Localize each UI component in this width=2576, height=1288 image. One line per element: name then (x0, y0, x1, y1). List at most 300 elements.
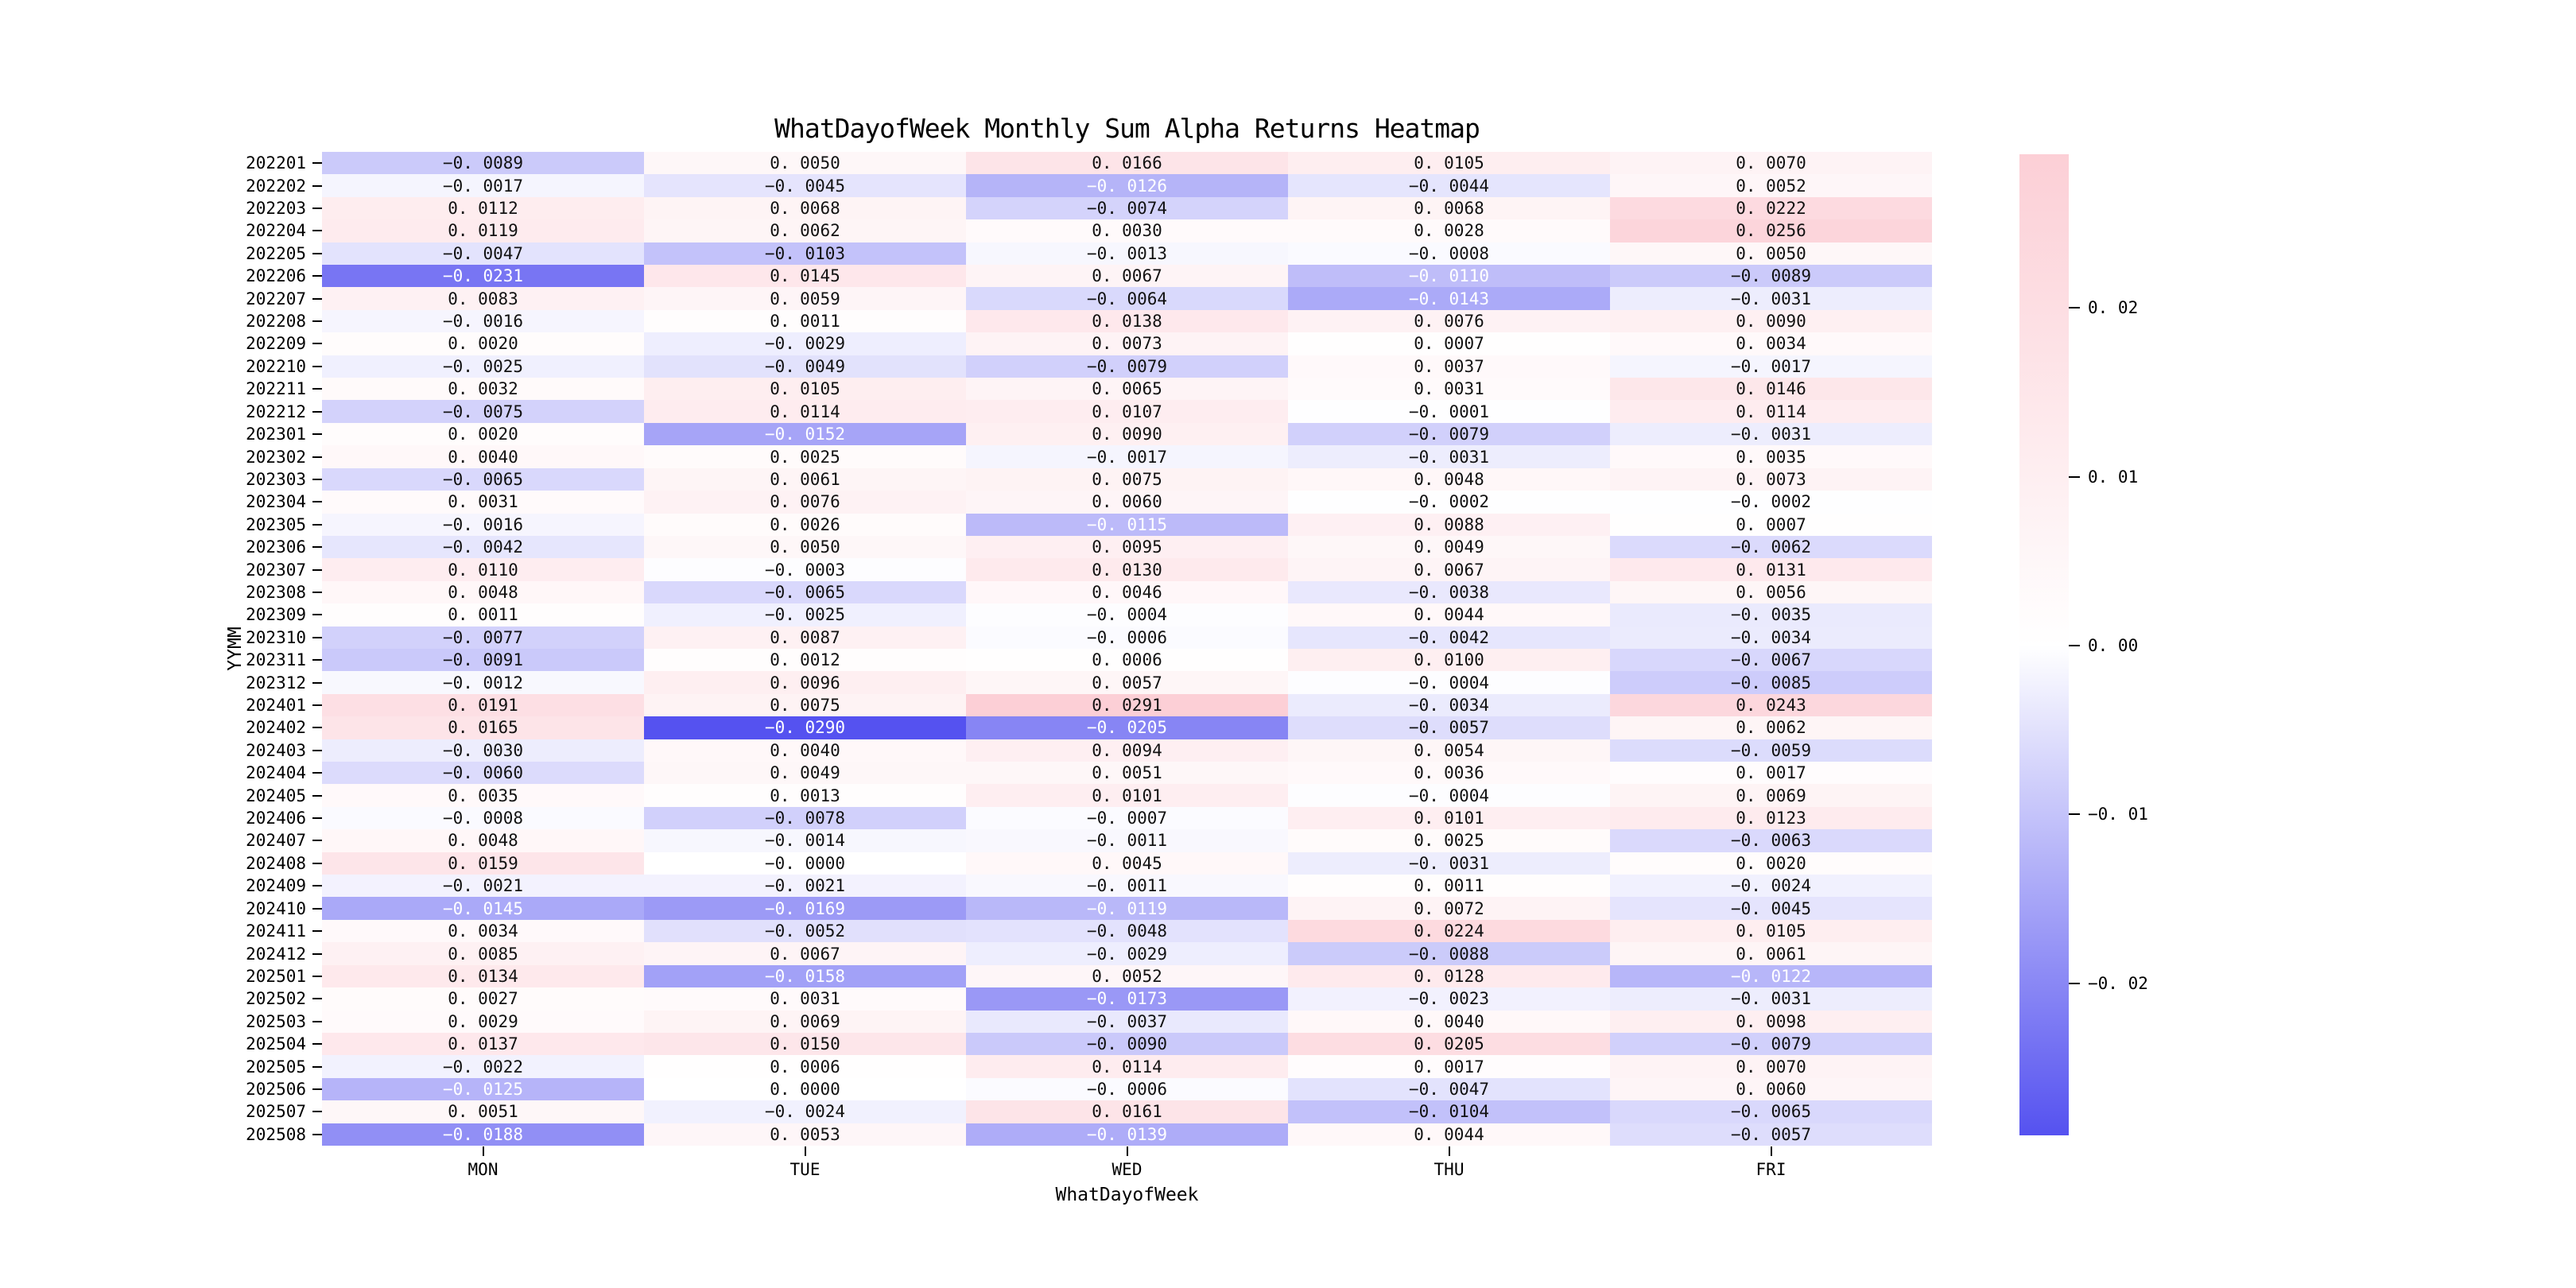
y-tick-label: 202501 (0, 965, 322, 987)
heatmap-cell: 0. 0243 (1610, 694, 1932, 716)
y-tick-label: 202505 (0, 1055, 322, 1077)
y-tick-mark (312, 501, 322, 502)
heatmap-cell: 0. 0130 (966, 558, 1288, 580)
heatmap-cell: −0. 0003 (644, 558, 966, 580)
y-tick-mark (312, 840, 322, 841)
y-tick-label: 202410 (0, 897, 322, 919)
y-tick-mark (312, 976, 322, 977)
y-tick-mark (312, 343, 322, 344)
heatmap-cell: 0. 0165 (322, 716, 644, 739)
heatmap-cell: 0. 0027 (322, 987, 644, 1010)
y-tick-labels (0, 152, 322, 1146)
x-tick-mark (1127, 1146, 1128, 1156)
heatmap-cell: 0. 0050 (1610, 242, 1932, 265)
heatmap-cell: −0. 0173 (966, 987, 1288, 1010)
heatmap-cell: −0. 0038 (1288, 581, 1610, 603)
heatmap-cell: 0. 0075 (644, 694, 966, 716)
heatmap-cell: 0. 0090 (966, 423, 1288, 445)
y-tick-label: 202207 (0, 287, 322, 309)
heatmap-cell: 0. 0101 (1288, 807, 1610, 829)
heatmap-cell: 0. 0256 (1610, 219, 1932, 242)
heatmap-cell: −0. 0024 (644, 1100, 966, 1123)
colorbar-tick-mark (2069, 307, 2080, 308)
y-tick-mark (312, 704, 322, 706)
heatmap-cell: −0. 0065 (1610, 1100, 1932, 1123)
y-tick-mark (312, 863, 322, 864)
heatmap-cell: 0. 0145 (644, 265, 966, 287)
heatmap-cell: −0. 0091 (322, 649, 644, 671)
y-tick-label: 202412 (0, 942, 322, 964)
heatmap-cell: −0. 0057 (1610, 1123, 1932, 1146)
y-tick-mark (312, 479, 322, 480)
heatmap-cell: −0. 0034 (1288, 694, 1610, 716)
heatmap-cell: 0. 0085 (322, 942, 644, 964)
colorbar-ticks (2019, 154, 2148, 1135)
heatmap-cell: −0. 0021 (644, 875, 966, 897)
heatmap-cell: −0. 0049 (644, 355, 966, 378)
y-tick-label: 202206 (0, 265, 322, 287)
heatmap-cell: 0. 0073 (966, 332, 1288, 355)
heatmap-cell: −0. 0075 (322, 400, 644, 422)
y-tick-label: 202404 (0, 762, 322, 784)
y-tick-mark (312, 208, 322, 209)
y-tick-label: 202301 (0, 423, 322, 445)
heatmap-cell: −0. 0064 (966, 287, 1288, 309)
heatmap-cell: −0. 0014 (644, 829, 966, 852)
y-tick-label: 202201 (0, 152, 322, 174)
heatmap-cell: 0. 0007 (1610, 514, 1932, 536)
heatmap-cell: −0. 0079 (1610, 1033, 1932, 1055)
heatmap-cell: 0. 0075 (966, 468, 1288, 491)
heatmap-cell: 0. 0128 (1288, 965, 1610, 987)
heatmap-cell: −0. 0088 (1288, 942, 1610, 964)
heatmap-cell: 0. 0046 (966, 581, 1288, 603)
x-axis-title: WhatDayofWeek (1055, 1185, 1199, 1205)
y-tick-mark (312, 727, 322, 728)
heatmap-cell: −0. 0025 (644, 603, 966, 626)
heatmap-cell: 0. 0040 (322, 445, 644, 467)
heatmap-cell: −0. 0290 (644, 716, 966, 739)
heatmap-cell: 0. 0057 (966, 671, 1288, 693)
y-tick-label: 202401 (0, 694, 322, 716)
heatmap-cell: 0. 0096 (644, 671, 966, 693)
heatmap-cell: −0. 0089 (322, 152, 644, 174)
y-tick-label: 202408 (0, 852, 322, 875)
heatmap-cell: 0. 0123 (1610, 807, 1932, 829)
heatmap-cell: 0. 0068 (644, 197, 966, 219)
heatmap-cell: −0. 0006 (966, 627, 1288, 649)
heatmap-cell: −0. 0090 (966, 1033, 1288, 1055)
heatmap-cell: 0. 0076 (644, 491, 966, 513)
y-tick-label: 202405 (0, 784, 322, 806)
y-tick-mark (312, 320, 322, 322)
heatmap-cell: −0. 0029 (644, 332, 966, 355)
heatmap-cell: 0. 0020 (322, 332, 644, 355)
heatmap-cell: 0. 0052 (966, 965, 1288, 987)
heatmap-cell: 0. 0067 (1288, 558, 1610, 580)
heatmap-cell: −0. 0034 (1610, 627, 1932, 649)
heatmap-cell: 0. 0035 (322, 784, 644, 806)
y-tick-label: 202305 (0, 514, 322, 536)
y-tick-label: 202406 (0, 807, 322, 829)
y-tick-mark (312, 908, 322, 910)
heatmap-cell: 0. 0100 (1288, 649, 1610, 671)
heatmap-grid (322, 152, 1932, 1146)
y-tick-mark (312, 253, 322, 254)
heatmap-cell: 0. 0083 (322, 287, 644, 309)
heatmap-cell: −0. 0110 (1288, 265, 1610, 287)
y-tick-mark (312, 524, 322, 526)
heatmap-cell: 0. 0031 (644, 987, 966, 1010)
chart-title: WhatDayofWeek Monthly Sum Alpha Returns Heatmap (774, 113, 1480, 144)
heatmap-cell: 0. 0011 (644, 310, 966, 332)
y-tick-label: 202209 (0, 332, 322, 355)
heatmap-cell: −0. 0065 (322, 468, 644, 491)
heatmap-cell: −0. 0031 (1288, 445, 1610, 467)
heatmap-cell: 0. 0067 (644, 942, 966, 964)
x-tick-mark (1449, 1146, 1450, 1156)
heatmap-cell: 0. 0070 (1610, 152, 1932, 174)
heatmap-cell: 0. 0107 (966, 400, 1288, 422)
y-tick-label: 202203 (0, 197, 322, 219)
heatmap-cell: −0. 0030 (322, 739, 644, 762)
heatmap-cell: −0. 0031 (1288, 852, 1610, 875)
y-tick-mark (312, 185, 322, 187)
y-tick-mark (312, 298, 322, 300)
heatmap-cell: −0. 0169 (644, 897, 966, 919)
heatmap-cell: 0. 0056 (1610, 581, 1932, 603)
heatmap-cell: −0. 0016 (322, 310, 644, 332)
heatmap-cell: 0. 0035 (1610, 445, 1932, 467)
heatmap-cell: −0. 0048 (966, 920, 1288, 942)
heatmap-cell: −0. 0115 (966, 514, 1288, 536)
heatmap-cell: 0. 0166 (966, 152, 1288, 174)
heatmap-cell: 0. 0017 (1610, 762, 1932, 784)
heatmap-cell: 0. 0112 (322, 197, 644, 219)
colorbar-tick-mark (2069, 476, 2080, 478)
heatmap-cell: 0. 0205 (1288, 1033, 1610, 1055)
heatmap-cell: −0. 0065 (644, 581, 966, 603)
heatmap-cell: −0. 0004 (966, 603, 1288, 626)
heatmap-cell: 0. 0020 (322, 423, 644, 445)
heatmap-cell: 0. 0088 (1288, 514, 1610, 536)
heatmap-cell: 0. 0114 (966, 1055, 1288, 1077)
heatmap-cell: 0. 0013 (644, 784, 966, 806)
heatmap-cell: 0. 0054 (1288, 739, 1610, 762)
heatmap-cell: 0. 0101 (966, 784, 1288, 806)
y-tick-label: 202204 (0, 219, 322, 242)
heatmap-cell: −0. 0031 (1610, 423, 1932, 445)
colorbar-tick-label: −0. 01 (2088, 805, 2148, 824)
heatmap-cell: −0. 0006 (966, 1078, 1288, 1100)
heatmap-cell: 0. 0065 (966, 378, 1288, 400)
heatmap-cell: 0. 0059 (644, 287, 966, 309)
heatmap-cell: 0. 0049 (1288, 536, 1610, 558)
y-tick-label: 202208 (0, 310, 322, 332)
heatmap-cell: 0. 0094 (966, 739, 1288, 762)
heatmap-cell: −0. 0074 (966, 197, 1288, 219)
y-tick-mark (312, 275, 322, 277)
y-tick-label: 202403 (0, 739, 322, 762)
heatmap-cell: −0. 0103 (644, 242, 966, 265)
heatmap-cell: −0. 0085 (1610, 671, 1932, 693)
colorbar-tick-label: 0. 01 (2088, 467, 2139, 487)
heatmap-cell: 0. 0224 (1288, 920, 1610, 942)
x-tick-mark (1771, 1146, 1772, 1156)
heatmap-cell: 0. 0291 (966, 694, 1288, 716)
y-tick-label: 202411 (0, 920, 322, 942)
heatmap-cell: −0. 0042 (1288, 627, 1610, 649)
y-tick-mark (312, 411, 322, 413)
heatmap-cell: 0. 0060 (1610, 1078, 1932, 1100)
heatmap-cell: 0. 0061 (644, 468, 966, 491)
x-tick-label: THU (1288, 1146, 1610, 1179)
y-tick-mark (312, 1111, 322, 1112)
y-tick-label: 202311 (0, 649, 322, 671)
y-tick-label: 202202 (0, 174, 322, 196)
y-tick-mark (312, 795, 322, 797)
heatmap-cell: −0. 0017 (322, 174, 644, 196)
heatmap-cell: −0. 0025 (322, 355, 644, 378)
heatmap-cell: −0. 0158 (644, 965, 966, 987)
y-tick-label: 202309 (0, 603, 322, 626)
x-tick-mark (483, 1146, 484, 1156)
heatmap-cell: 0. 0036 (1288, 762, 1610, 784)
heatmap-cell: 0. 0026 (644, 514, 966, 536)
colorbar-tick-mark (2069, 645, 2080, 646)
heatmap-cell: −0. 0062 (1610, 536, 1932, 558)
heatmap-cell: 0. 0105 (644, 378, 966, 400)
heatmap-cell: 0. 0072 (1288, 897, 1610, 919)
y-tick-mark (312, 162, 322, 164)
heatmap-cell: 0. 0161 (966, 1100, 1288, 1123)
heatmap-cell: 0. 0034 (1610, 332, 1932, 355)
heatmap-cell: −0. 0017 (966, 445, 1288, 467)
y-tick-label: 202504 (0, 1033, 322, 1055)
heatmap-cell: 0. 0020 (1610, 852, 1932, 875)
heatmap-cell: −0. 0016 (322, 514, 644, 536)
heatmap-cell: 0. 0040 (1288, 1011, 1610, 1033)
heatmap-cell: 0. 0053 (644, 1123, 966, 1146)
heatmap-cell: −0. 0004 (1288, 784, 1610, 806)
heatmap-cell: 0. 0025 (644, 445, 966, 467)
y-tick-mark (312, 433, 322, 435)
y-tick-label: 202402 (0, 716, 322, 739)
heatmap-cell: −0. 0042 (322, 536, 644, 558)
heatmap-cell: −0. 0045 (1610, 897, 1932, 919)
y-tick-label: 202303 (0, 468, 322, 491)
heatmap-cell: 0. 0134 (322, 965, 644, 987)
y-tick-mark (312, 366, 322, 367)
heatmap-cell: −0. 0143 (1288, 287, 1610, 309)
heatmap-cell: −0. 0122 (1610, 965, 1932, 987)
heatmap-cell: −0. 0022 (322, 1055, 644, 1077)
heatmap-cell: 0. 0025 (1288, 829, 1610, 852)
y-tick-mark (312, 546, 322, 548)
x-tick-mark (805, 1146, 806, 1156)
heatmap-cell: 0. 0105 (1288, 152, 1610, 174)
y-tick-mark (312, 456, 322, 458)
heatmap-cell: 0. 0006 (644, 1055, 966, 1077)
heatmap-cell: 0. 0070 (1610, 1055, 1932, 1077)
heatmap-cell: 0. 0011 (322, 603, 644, 626)
heatmap-cell: 0. 0119 (322, 219, 644, 242)
heatmap-cell: −0. 0002 (1610, 491, 1932, 513)
y-tick-label: 202306 (0, 536, 322, 558)
y-tick-label: 202507 (0, 1100, 322, 1123)
heatmap-cell: 0. 0114 (1610, 400, 1932, 422)
colorbar-tick-label: 0. 02 (2088, 298, 2139, 318)
heatmap-cell: 0. 0007 (1288, 332, 1610, 355)
heatmap-cell: −0. 0017 (1610, 355, 1932, 378)
heatmap-cell: 0. 0062 (1610, 716, 1932, 739)
heatmap-cell: −0. 0029 (966, 942, 1288, 964)
heatmap-cell: 0. 0069 (1610, 784, 1932, 806)
heatmap-cell: 0. 0030 (966, 219, 1288, 242)
heatmap-cell: 0. 0087 (644, 627, 966, 649)
heatmap-cell: 0. 0098 (1610, 1011, 1932, 1033)
heatmap-cell: −0. 0035 (1610, 603, 1932, 626)
y-tick-label: 202503 (0, 1011, 322, 1033)
y-tick-mark (312, 614, 322, 615)
heatmap-cell: −0. 0126 (966, 174, 1288, 196)
heatmap-cell: 0. 0044 (1288, 1123, 1610, 1146)
heatmap-cell: −0. 0060 (322, 762, 644, 784)
y-tick-label: 202211 (0, 378, 322, 400)
heatmap-cell: 0. 0044 (1288, 603, 1610, 626)
y-axis-title: YYMM (225, 627, 246, 671)
heatmap-cell: 0. 0114 (644, 400, 966, 422)
heatmap-cell: −0. 0013 (966, 242, 1288, 265)
colorbar-tick-label: 0. 00 (2088, 636, 2139, 656)
y-tick-mark (312, 1021, 322, 1022)
heatmap-cell: 0. 0067 (966, 265, 1288, 287)
heatmap-cell: −0. 0079 (966, 355, 1288, 378)
heatmap-cell: 0. 0000 (644, 1078, 966, 1100)
heatmap-cell: −0. 0000 (644, 852, 966, 875)
heatmap-cell: 0. 0131 (1610, 558, 1932, 580)
heatmap-cell: −0. 0023 (1288, 987, 1610, 1010)
y-tick-mark (312, 682, 322, 684)
y-tick-mark (312, 885, 322, 886)
heatmap-cell: 0. 0076 (1288, 310, 1610, 332)
heatmap-cell: 0. 0191 (322, 694, 644, 716)
heatmap-cell: −0. 0104 (1288, 1100, 1610, 1123)
heatmap-cell: 0. 0006 (966, 649, 1288, 671)
y-tick-label: 202302 (0, 445, 322, 467)
heatmap-cell: −0. 0057 (1288, 716, 1610, 739)
heatmap-cell: −0. 0012 (322, 671, 644, 693)
heatmap-cell: 0. 0048 (322, 581, 644, 603)
y-tick-label: 202508 (0, 1123, 322, 1146)
heatmap-cell: 0. 0110 (322, 558, 644, 580)
heatmap-cell: −0. 0011 (966, 829, 1288, 852)
heatmap-cell: −0. 0145 (322, 897, 644, 919)
heatmap-cell: −0. 0231 (322, 265, 644, 287)
x-tick-label: WED (966, 1146, 1288, 1179)
y-tick-label: 202506 (0, 1078, 322, 1100)
y-tick-mark (312, 1066, 322, 1068)
heatmap-cell: 0. 0028 (1288, 219, 1610, 242)
x-tick-label: MON (322, 1146, 644, 1179)
heatmap-cell: −0. 0079 (1288, 423, 1610, 445)
heatmap-cell: 0. 0048 (1288, 468, 1610, 491)
colorbar-tick-mark (2069, 813, 2080, 815)
heatmap-cell: −0. 0078 (644, 807, 966, 829)
y-tick-label: 202205 (0, 242, 322, 265)
heatmap-cell: 0. 0137 (322, 1033, 644, 1055)
heatmap-cell: −0. 0021 (322, 875, 644, 897)
y-tick-label: 202407 (0, 829, 322, 852)
heatmap-cell: 0. 0069 (644, 1011, 966, 1033)
y-tick-label: 202210 (0, 355, 322, 378)
heatmap-cell: −0. 0004 (1288, 671, 1610, 693)
heatmap-cell: 0. 0048 (322, 829, 644, 852)
heatmap-cell: −0. 0044 (1288, 174, 1610, 196)
heatmap-cell: −0. 0008 (1288, 242, 1610, 265)
heatmap-cell: −0. 0024 (1610, 875, 1932, 897)
heatmap-cell: −0. 0077 (322, 627, 644, 649)
y-tick-mark (312, 953, 322, 955)
y-tick-mark (312, 659, 322, 661)
heatmap-cell: −0. 0067 (1610, 649, 1932, 671)
y-tick-mark (312, 637, 322, 638)
y-tick-mark (312, 388, 322, 390)
y-tick-label: 202409 (0, 875, 322, 897)
x-tick-label: TUE (644, 1146, 966, 1179)
colorbar-tick-label: −0. 02 (2088, 973, 2148, 993)
heatmap-cell: 0. 0017 (1288, 1055, 1610, 1077)
heatmap-cell: 0. 0150 (644, 1033, 966, 1055)
heatmap-cell: −0. 0089 (1610, 265, 1932, 287)
y-tick-mark (312, 1088, 322, 1090)
y-tick-mark (312, 592, 322, 593)
heatmap-cell: −0. 0052 (644, 920, 966, 942)
heatmap-cell: 0. 0029 (322, 1011, 644, 1033)
heatmap-cell: 0. 0068 (1288, 197, 1610, 219)
heatmap-cell: 0. 0146 (1610, 378, 1932, 400)
heatmap-cell: −0. 0001 (1288, 400, 1610, 422)
y-tick-label: 202502 (0, 987, 322, 1010)
heatmap-cell: 0. 0061 (1610, 942, 1932, 964)
heatmap-cell: 0. 0037 (1288, 355, 1610, 378)
heatmap-cell: −0. 0047 (322, 242, 644, 265)
heatmap-cell: −0. 0031 (1610, 987, 1932, 1010)
y-tick-mark (312, 230, 322, 231)
heatmap-cell: 0. 0050 (644, 152, 966, 174)
heatmap-cell: −0. 0011 (966, 875, 1288, 897)
y-tick-label: 202304 (0, 491, 322, 513)
heatmap-cell: 0. 0031 (1288, 378, 1610, 400)
heatmap-cell: −0. 0205 (966, 716, 1288, 739)
heatmap-cell: 0. 0011 (1288, 875, 1610, 897)
heatmap-cell: 0. 0090 (1610, 310, 1932, 332)
heatmap-cell: 0. 0031 (322, 491, 644, 513)
heatmap-cell: 0. 0060 (966, 491, 1288, 513)
x-tick-labels (322, 1146, 1932, 1179)
heatmap-cell: −0. 0188 (322, 1123, 644, 1146)
heatmap-cell: −0. 0125 (322, 1078, 644, 1100)
y-tick-label: 202307 (0, 558, 322, 580)
heatmap-cell: 0. 0062 (644, 219, 966, 242)
y-tick-label: 202310 (0, 627, 322, 649)
heatmap-cell: −0. 0139 (966, 1123, 1288, 1146)
heatmap-cell: 0. 0073 (1610, 468, 1932, 491)
heatmap-cell: −0. 0002 (1288, 491, 1610, 513)
heatmap-cell: −0. 0007 (966, 807, 1288, 829)
colorbar-tick-mark (2069, 983, 2080, 984)
heatmap-cell: −0. 0047 (1288, 1078, 1610, 1100)
